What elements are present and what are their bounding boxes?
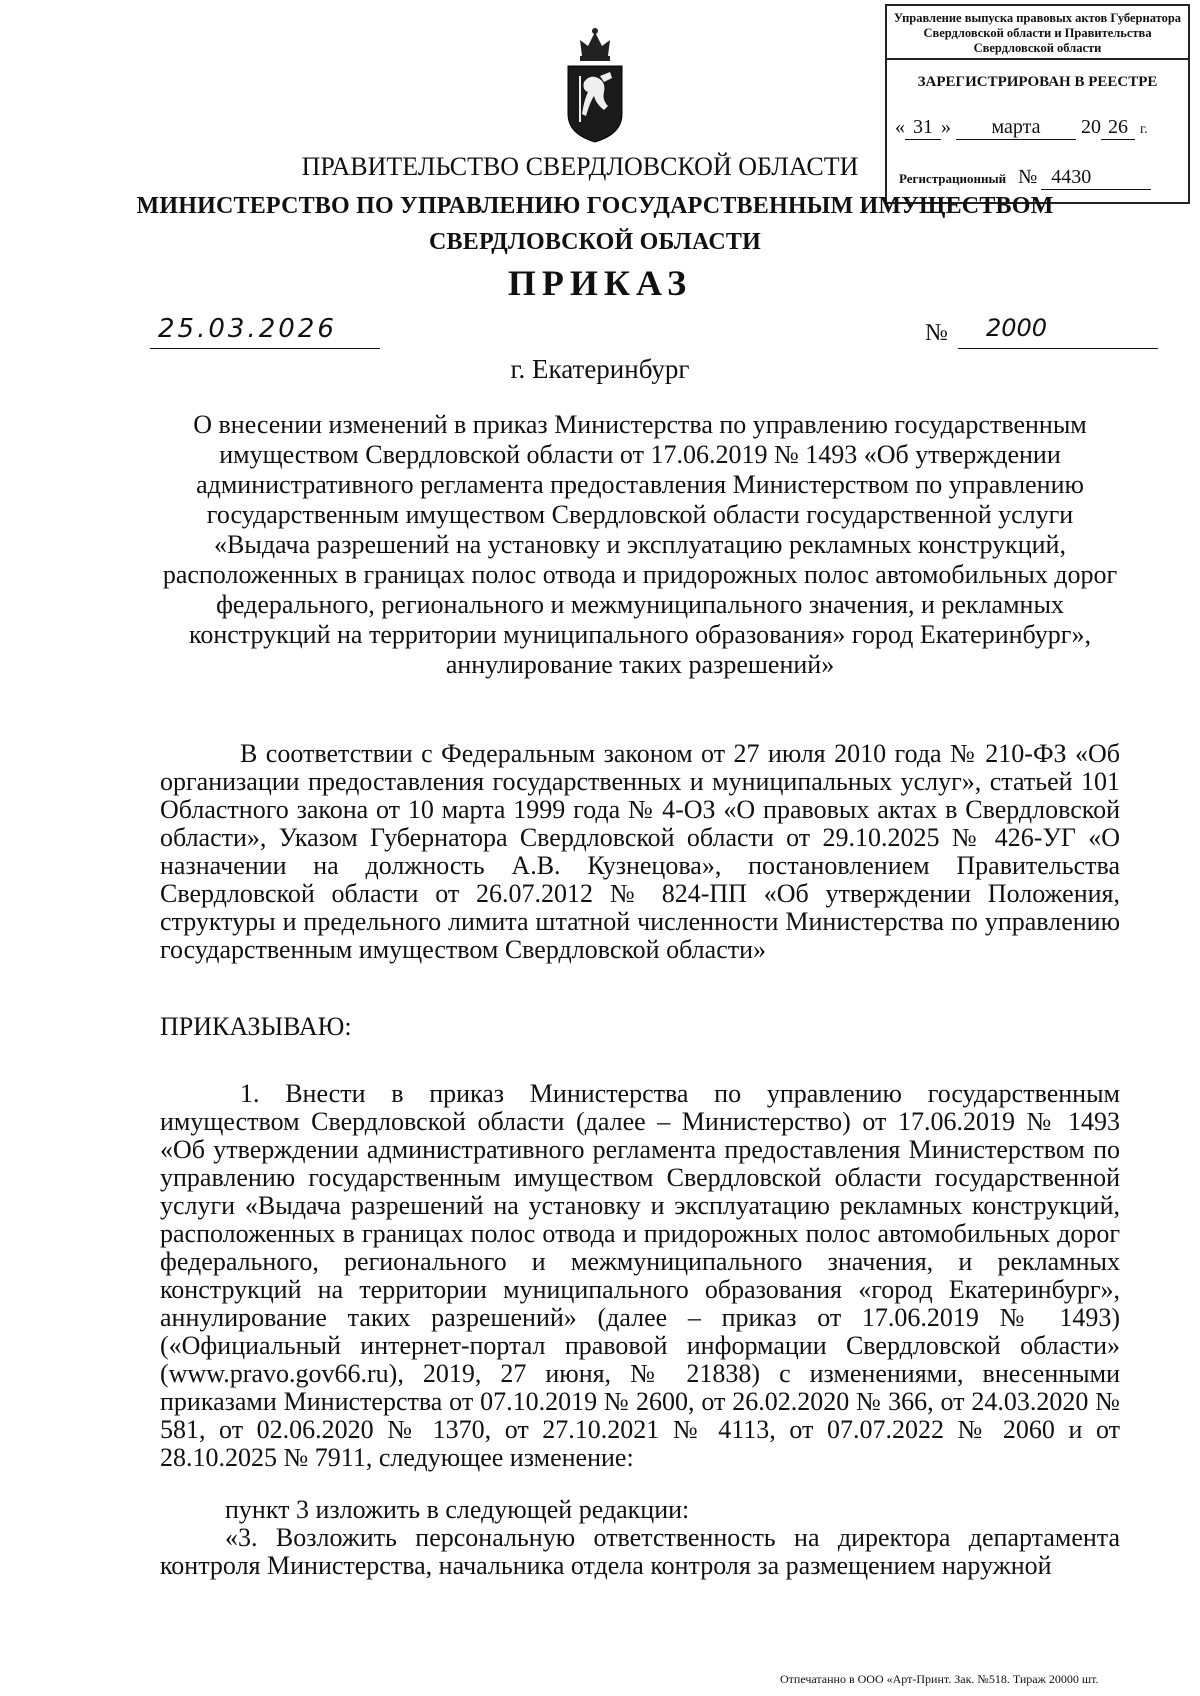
order-number-field xyxy=(958,314,1158,349)
item-1-quote: «3. Возложить персональную ответственность на директора департамента контроля Министерства, начальника отдела контроля за размещением наружной xyxy=(160,1523,1120,1580)
order-number-sign: № xyxy=(925,320,948,346)
stamp-day: 31 xyxy=(905,116,941,140)
ministry-name: МИНИСТЕРСТВО ПО УПРАВЛЕНИЮ ГОСУДАРСТВЕННЫМ ИМУЩЕСТВОМ СВЕРДЛОВСКОЙ ОБЛАСТИ xyxy=(136,193,1054,255)
stamp-reg-number: 4430 xyxy=(1041,166,1151,190)
preamble-paragraph: В соответствии с Федеральным законом от 27 июля 2010 года № 210-ФЗ «Об организации предоставления государственных и муниципальных услуг», статьей 101 Областного закона от 10 марта 1999 года № 4-ОЗ «О правовых актах в Свердловской области», Указом Губернатора Свердловской области от 29.10.2025 № 426-УГ «О назначении на должность А.В. Кузнецова», постановлением Правительства Свердловской области от 26.07.2012 № 824-ПП «Об утверждении Положения, структуры и предельного лимита штатной численности Министерства по управлению государственным имуществом Свердловской области» xyxy=(160,739,1120,964)
stamp-close-quote: » xyxy=(941,116,951,138)
print-footer: Отпечатанно в ООО «Арт-Принт. Зак. №518. Тираж 20000 шт. xyxy=(780,1672,1099,1686)
document-title: О внесении изменений в приказ Министерства по управлению государственным имуществом Свердловской области от 17.06.2019 № 1493 «Об утверждении административного регламента предоставления Министерством по управлению государственным имуществом Свердловской области государственной услуги «Выдача разрешений на установку и эксплуатацию рекламных конструкций, расположенных в границах полос отвода и придорожных полос автомобильных дорог федерального, регионального и межмуниципального значения, и рекламных конструкций на территории муниципального образования» город Екатеринбург», аннулирование таких разрешений» xyxy=(162,410,1118,679)
item-1-paragraph: 1. Внести в приказ Министерства по управлению государственным имуществом Свердловской области (далее – Министерство) от 17.06.2019 № 1493 «Об утверждении административного регламента предоставления Министерством по управлению государственным имуществом Свердловской области государственной услуги «Выдача разрешений на установку и эксплуатацию рекламных конструкций, расположенных в границах полос отвода и придорожных полос автомобильных дорог федерального, регионального и межмуниципального значения, и рекламных конструкций на территории муниципального образования «город Екатеринбург», аннулирование таких разрешений» (далее – приказ от 17.06.2019 № 1493) («Официальный интернет-портал правовой информации Свердловской области» (www.pravo.gov66.ru), 2019, 27 июня, № 21838) с изменениями, внесенными приказами Министерства от 07.10.2019 № 2600, от 26.02.2020 № 366, от 24.03.2020 № 581, от 02.06.2020 № 1370, от 27.10.2021 № 4113, от 07.07.2022 № 2060 и от 28.10.2025 № 7911, следующее изменение: xyxy=(160,1079,1120,1472)
order-date: 25.03.2026 xyxy=(158,314,337,344)
coat-of-arms-icon xyxy=(560,26,630,144)
stamp-year-unit: г. xyxy=(1140,122,1148,137)
stamp-open-quote: « xyxy=(895,116,905,138)
stamp-header: Управление выпуска правовых актов Губернатора Свердловской области и Правительства Свердловской области xyxy=(887,6,1188,60)
stamp-number-sign: № xyxy=(1018,166,1038,188)
order-word: ПРИКАЗЫВАЮ: xyxy=(160,1012,352,1041)
order-date-field xyxy=(150,314,380,349)
stamp-year-prefix: 20 xyxy=(1081,116,1101,138)
stamp-month: марта xyxy=(956,116,1076,140)
stamp-year-suffix: 26 xyxy=(1101,116,1135,140)
stamp-reg-label: Регистрационный xyxy=(899,171,1007,186)
item-1-subparagraph: пункт 3 изложить в следующей редакции: xyxy=(225,1495,690,1524)
stamp-registered-label: ЗАРЕГИСТРИРОВАН В РЕЕСТРЕ xyxy=(917,74,1158,90)
document-type: ПРИКАЗ xyxy=(507,263,693,303)
government-name: ПРАВИТЕЛЬСТВО СВЕРДЛОВСКОЙ ОБЛАСТИ xyxy=(301,152,859,181)
city: г. Екатеринбург xyxy=(510,354,690,384)
stamp-date xyxy=(895,116,1180,140)
order-number: 2000 xyxy=(986,314,1048,342)
